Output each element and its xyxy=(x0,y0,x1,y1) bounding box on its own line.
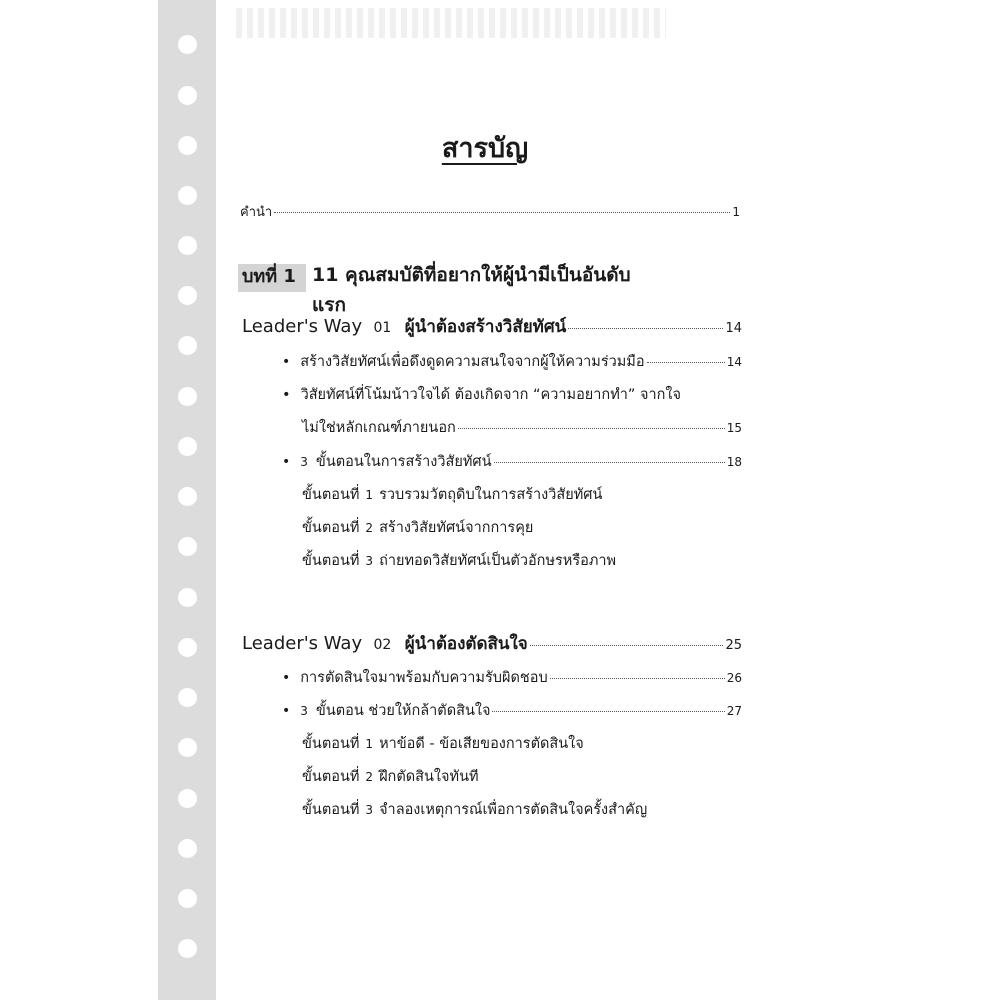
toc-subentry-first-line[interactable] xyxy=(282,383,681,406)
dot-leader xyxy=(492,711,724,712)
toc-subentry[interactable] xyxy=(282,350,742,373)
binder-hole xyxy=(178,839,197,858)
binder-hole xyxy=(178,35,197,54)
chapter-title: 11 คุณสมบัติที่อยากให้ผู้นำมีเป็นอันดับแรก xyxy=(306,256,656,300)
binder-hole xyxy=(178,286,197,305)
binder-hole xyxy=(178,186,197,205)
binder-hole xyxy=(178,136,197,155)
toc-subentry[interactable] xyxy=(282,666,742,689)
step-label: ขั้นตอนที่ xyxy=(302,520,360,536)
step-item xyxy=(302,765,479,788)
binder-hole xyxy=(178,236,197,255)
step-label: ขั้นตอนที่ xyxy=(302,553,360,569)
toc-entry-label: คำนำ xyxy=(240,205,273,220)
page-title: สารบัญ xyxy=(441,133,529,164)
toc-entry-leaders-way-01[interactable] xyxy=(242,313,742,340)
binder-hole xyxy=(178,638,197,657)
dot-leader xyxy=(458,428,725,429)
step-text: ถ่ายทอดวิสัยทัศน์เป็นตัวอักษรหรือภาพ xyxy=(379,553,617,569)
dot-leader xyxy=(568,328,723,329)
bullet-icon: • xyxy=(282,703,291,719)
page-number: 14 xyxy=(725,321,742,336)
chapter-number: บทที่ 1 xyxy=(242,266,296,287)
step-text: จำลองเหตุการณ์เพื่อการตัดสินใจครั้งสำคัญ xyxy=(379,802,648,818)
step-item xyxy=(302,549,616,572)
dot-leader xyxy=(647,362,725,363)
binder-hole xyxy=(178,387,197,406)
toc-subentry[interactable] xyxy=(282,699,742,722)
subentry-text: สร้างวิสัยทัศน์เพื่อดึงดูดความสนใจจากผู้ให้ความร่วมมือ xyxy=(300,354,645,370)
binder-hole xyxy=(178,537,197,556)
page-number: 1 xyxy=(732,205,740,219)
subentry-text: ขั้นตอนในการสร้างวิสัยทัศน์ xyxy=(315,454,492,470)
leaders-way-title: ผู้นำต้องตัดสินใจ xyxy=(404,634,528,654)
step-item xyxy=(302,516,533,539)
subentry-text: ขั้นตอน ช่วยให้กล้าตัดสินใจ xyxy=(315,703,491,719)
binder-hole xyxy=(178,789,197,808)
page-number: 14 xyxy=(726,355,742,369)
binder-hole xyxy=(178,939,197,958)
step-item xyxy=(302,483,602,506)
page-number: 25 xyxy=(725,638,742,653)
binder-hole xyxy=(178,487,197,506)
page-number: 26 xyxy=(726,671,742,685)
dot-leader xyxy=(494,462,725,463)
leaders-way-title: ผู้นำต้องสร้างวิสัยทัศน์ xyxy=(404,317,567,337)
leaders-way-label: Leader's Way xyxy=(242,633,363,654)
step-item xyxy=(302,732,584,755)
step-number: 3 xyxy=(365,554,374,568)
chapter-heading xyxy=(238,256,656,316)
leaders-way-number: 02 xyxy=(373,637,392,653)
dot-leader xyxy=(550,678,725,679)
step-number: 2 xyxy=(365,521,374,535)
binder-hole xyxy=(178,86,197,105)
step-text: หาข้อดี - ข้อเสียของการตัดสินใจ xyxy=(379,736,584,752)
dot-leader xyxy=(530,645,724,646)
step-label: ขั้นตอนที่ xyxy=(302,487,360,503)
leaders-way-number: 01 xyxy=(373,320,392,336)
binder-hole xyxy=(178,336,197,355)
subentry-text: วิสัยทัศน์ที่โน้มน้าวใจได้ ต้องเกิดจาก “ความอยากทำ” จากใจ xyxy=(300,387,682,403)
toc-entry-leaders-way-02[interactable] xyxy=(242,630,742,657)
bullet-icon: • xyxy=(282,670,291,686)
toc-subentry[interactable] xyxy=(282,450,742,473)
step-number: 1 xyxy=(365,488,374,502)
dot-leader xyxy=(274,212,730,213)
step-number: 3 xyxy=(365,803,374,817)
bullet-icon: • xyxy=(282,454,291,470)
bullet-icon: • xyxy=(282,387,291,403)
subentry-number: 3 xyxy=(300,704,308,718)
step-text: รวบรวมวัตถุดิบในการสร้างวิสัยทัศน์ xyxy=(379,487,603,503)
page-number: 18 xyxy=(726,455,742,469)
step-item xyxy=(302,798,647,821)
leaders-way-label: Leader's Way xyxy=(242,316,363,337)
bleed-through-texture xyxy=(236,8,666,38)
binder-hole xyxy=(178,588,197,607)
page-number: 27 xyxy=(726,704,742,718)
step-label: ขั้นตอนที่ xyxy=(302,802,360,818)
step-label: ขั้นตอนที่ xyxy=(302,769,360,785)
page-number: 15 xyxy=(726,421,742,435)
subentry-number: 3 xyxy=(300,455,308,469)
subentry-text: ไม่ใช่หลักเกณฑ์ภายนอก xyxy=(302,420,456,436)
step-number: 1 xyxy=(365,737,374,751)
binder-hole xyxy=(178,437,197,456)
step-label: ขั้นตอนที่ xyxy=(302,736,360,752)
binder-hole xyxy=(178,889,197,908)
step-text: สร้างวิสัยทัศน์จากการคุย xyxy=(379,520,534,536)
toc-entry-intro[interactable] xyxy=(240,201,740,222)
step-text: ฝึกตัดสินใจทันที xyxy=(379,769,479,785)
bullet-icon: • xyxy=(282,354,291,370)
binder-hole xyxy=(178,688,197,707)
subentry-text: การตัดสินใจมาพร้อมกับความรับผิดชอบ xyxy=(300,670,548,686)
binder-hole-strip xyxy=(158,0,216,1000)
toc-subentry-continuation[interactable] xyxy=(302,416,742,439)
binder-hole xyxy=(178,738,197,757)
step-number: 2 xyxy=(365,770,374,784)
